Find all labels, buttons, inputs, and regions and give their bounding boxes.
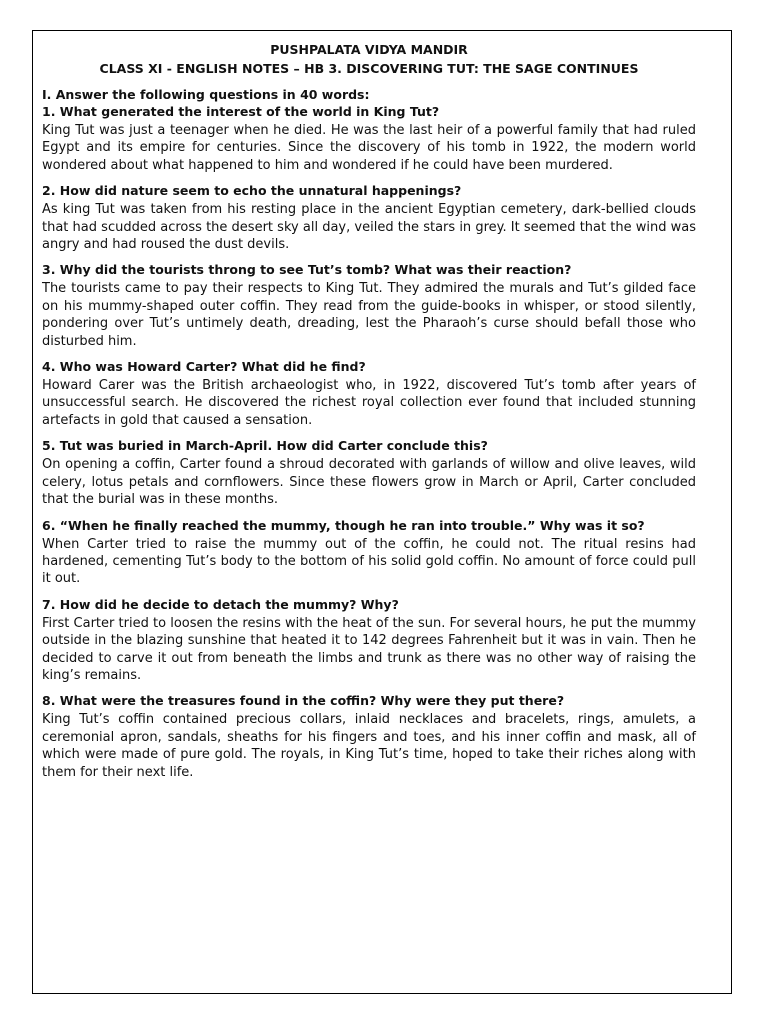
question: 3. Why did the tourists throng to see Tut’s tomb? What was their reaction? [42,262,572,278]
question: 1. What generated the interest of the world in King Tut? [42,104,440,119]
qa-item-3 [42,261,696,350]
question: 8. What were the treasures found in the coffin? Why were they put there? [42,693,565,709]
qa-item-1 [42,103,696,174]
answer: The tourists came to pay their respects to King Tut. They admired the murals and Tut’s gilded face on his mummy-shaped outer coffin. They read from the guide-books in whisper, or stood silently, pondering over Tut’s untimely death, dreading, lest the Pharaoh’s curse should befall those who disturbed him. [42,281,696,349]
answer: On opening a coffin, Carter found a shroud decorated with garlands of willow and olive leaves, wild celery, lotus petals and cornflowers. Since these flowers grow in March or April, Carter concluded that the burial was in these months. [42,457,696,508]
question: 5. Tut was buried in March-April. How did Carter conclude this? [42,438,488,454]
qa-item-6 [42,517,696,588]
answer: King Tut’s coffin contained precious collars, inlaid necklaces and bracelets, rings, amulets, a ceremonial apron, sandals, sheaths for his fingers and toes, and his inner coffin and mask, all of which were made of pure gold. The royals, in King Tut’s time, hoped to take their riches along with them for their next life. [42,712,696,780]
qa-item-2 [42,182,696,253]
question: 2. How did nature seem to echo the unnatural happenings? [42,183,462,199]
answer: First Carter tried to loosen the resins with the heat of the sun. For several hours, he put the mummy outside in the blazing sunshine that heated it to 142 degrees Fahrenheit but it was in vain. Then he decided to carve it out from beneath the limbs and trunk as there was no other way of raising the king’s remains. [42,615,696,683]
document-body [42,40,696,781]
question: 7. How did he decide to detach the mummy? Why? [42,596,399,612]
answer: Howard Carer was the British archaeologist who, in 1922, discovered Tut’s tomb after years of unsuccessful search. He discovered the richest royal collection ever found that included stunning artefacts in gold that caused a sensation. [42,378,696,428]
question: 6. “When he finally reached the mummy, though he ran into trouble.” Why was it so? [42,517,645,533]
question: 4. Who was Howard Carter? What did he find? [42,359,366,375]
school-name: PUSHPALATA VIDYA MANDIR [270,42,468,57]
qa-item-4 [42,358,696,429]
qa-item-7 [42,596,696,685]
answer: King Tut was just a teenager when he died. He was the last heir of a powerful family that had ruled Egypt and its empire for centuries. Since the discovery of his tomb in 1922, the modern world wondered about what happened to him and wondered if he could have been murdered. [42,123,696,173]
qa-item-5 [42,437,696,508]
answer: When Carter tried to raise the mummy out of the coffin, he could not. The ritual resins had hardened, cementing Tut’s body to the bottom of his solid gold coffin. No amount of force could pull it out. [42,536,696,587]
answer: As king Tut was taken from his resting place in the ancient Egyptian cemetery, dark-bellied clouds that had scudded across the desert sky all day, veiled the stars in grey. It seemed that the wind was angry and had roused the dust devils. [42,202,696,253]
instructions: I. Answer the following questions in 40 words: [42,87,370,102]
document-title: CLASS XI - ENGLISH NOTES – HB 3. DISCOVERING TUT: THE SAGE CONTINUES [99,61,639,76]
qa-item-8 [42,692,696,781]
